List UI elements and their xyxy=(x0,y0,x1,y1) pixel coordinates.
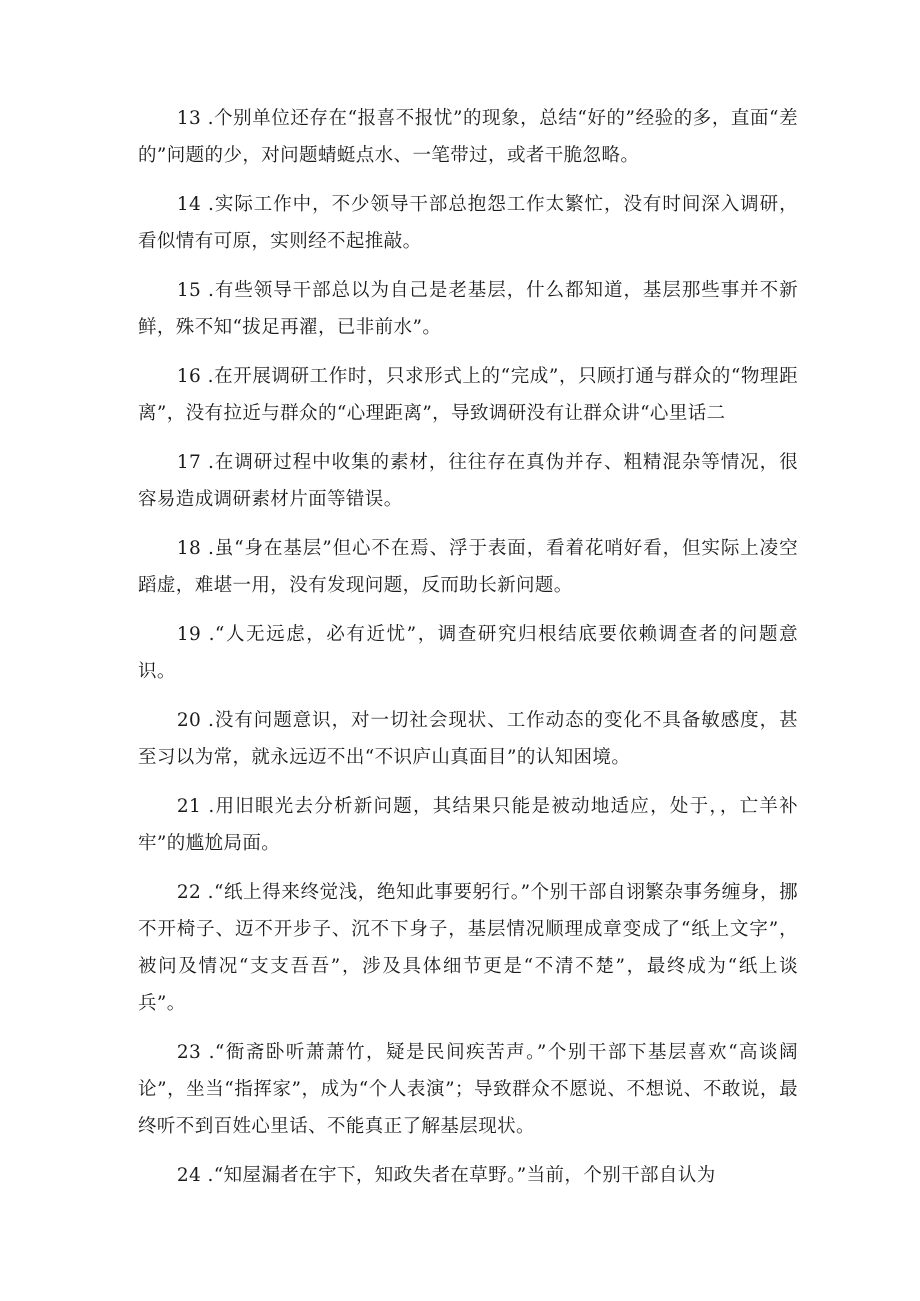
paragraph-13: 13 .个别单位还存在“报喜不报忧”的现象，总结“好的”经验的多，直面“差的”问题的少，对问题蜻蜓点水、一笔带过，或者干脆忽略。 xyxy=(138,108,798,166)
document-body xyxy=(138,100,798,1194)
paragraph-17: 17 .在调研过程中收集的素材，往往存在真伪并存、粗精混杂等情况，很容易造成调研素材片面等错误。 xyxy=(138,452,798,510)
paragraph-15: 15 .有些领导干部总以为自己是老基层，什么都知道，基层那些事并不新鲜，殊不知“拔足再濯，已非前水”。 xyxy=(138,280,798,338)
paragraph-22: 22 .“纸上得来终觉浅，绝知此事要躬行。”个别干部自诩繁杂事务缠身，挪不开椅子、迈不开步子、沉不下身子，基层情况顺理成章变成了“纸上文字”，被问及情况“支支吾吾”，涉及具体细节更是“不清不楚”，最终成为“纸上谈兵”。 xyxy=(138,882,798,1014)
paragraph-20: 20 .没有问题意识，对一切社会现状、工作动态的变化不具备敏感度，甚至习以为常，就永远迈不出“不识庐山真面目”的认知困境。 xyxy=(138,710,798,768)
paragraph-21: 21 .用旧眼光去分析新问题，其结果只能是被动地适应，处于，，亡羊补牢”的尴尬局面。 xyxy=(138,796,798,854)
paragraph-18: 18 .虽“身在基层”但心不在焉、浮于表面，看着花哨好看，但实际上凌空蹈虚，难堪一用，没有发现问题，反而助长新问题。 xyxy=(138,538,798,596)
paragraph-23: 23 .“衙斋卧听萧萧竹，疑是民间疾苦声。”个别干部下基层喜欢“高谈阔论”，坐当“指挥家”，成为“个人表演”；导致群众不愿说、不想说、不敢说，最终听不到百姓心里话、不能真正了解基层现状。 xyxy=(138,1042,798,1137)
paragraph-24: 24 .“知屋漏者在宇下，知政失者在草野。”当前，个别干部自认为 xyxy=(176,1165,716,1186)
paragraph-16: 16 .在开展调研工作时，只求形式上的“完成”，只顾打通与群众的“物理距离”，没有拉近与群众的“心理距离”，导致调研没有让群众讲“心里话二 xyxy=(138,366,798,424)
paragraph-14: 14 .实际工作中，不少领导干部总抱怨工作太繁忙，没有时间深入调研，看似情有可原，实则经不起推敲。 xyxy=(138,194,798,252)
paragraph-19: 19 .“人无远虑，必有近忧”，调查研究归根结底要依赖调查者的问题意识。 xyxy=(138,624,798,682)
